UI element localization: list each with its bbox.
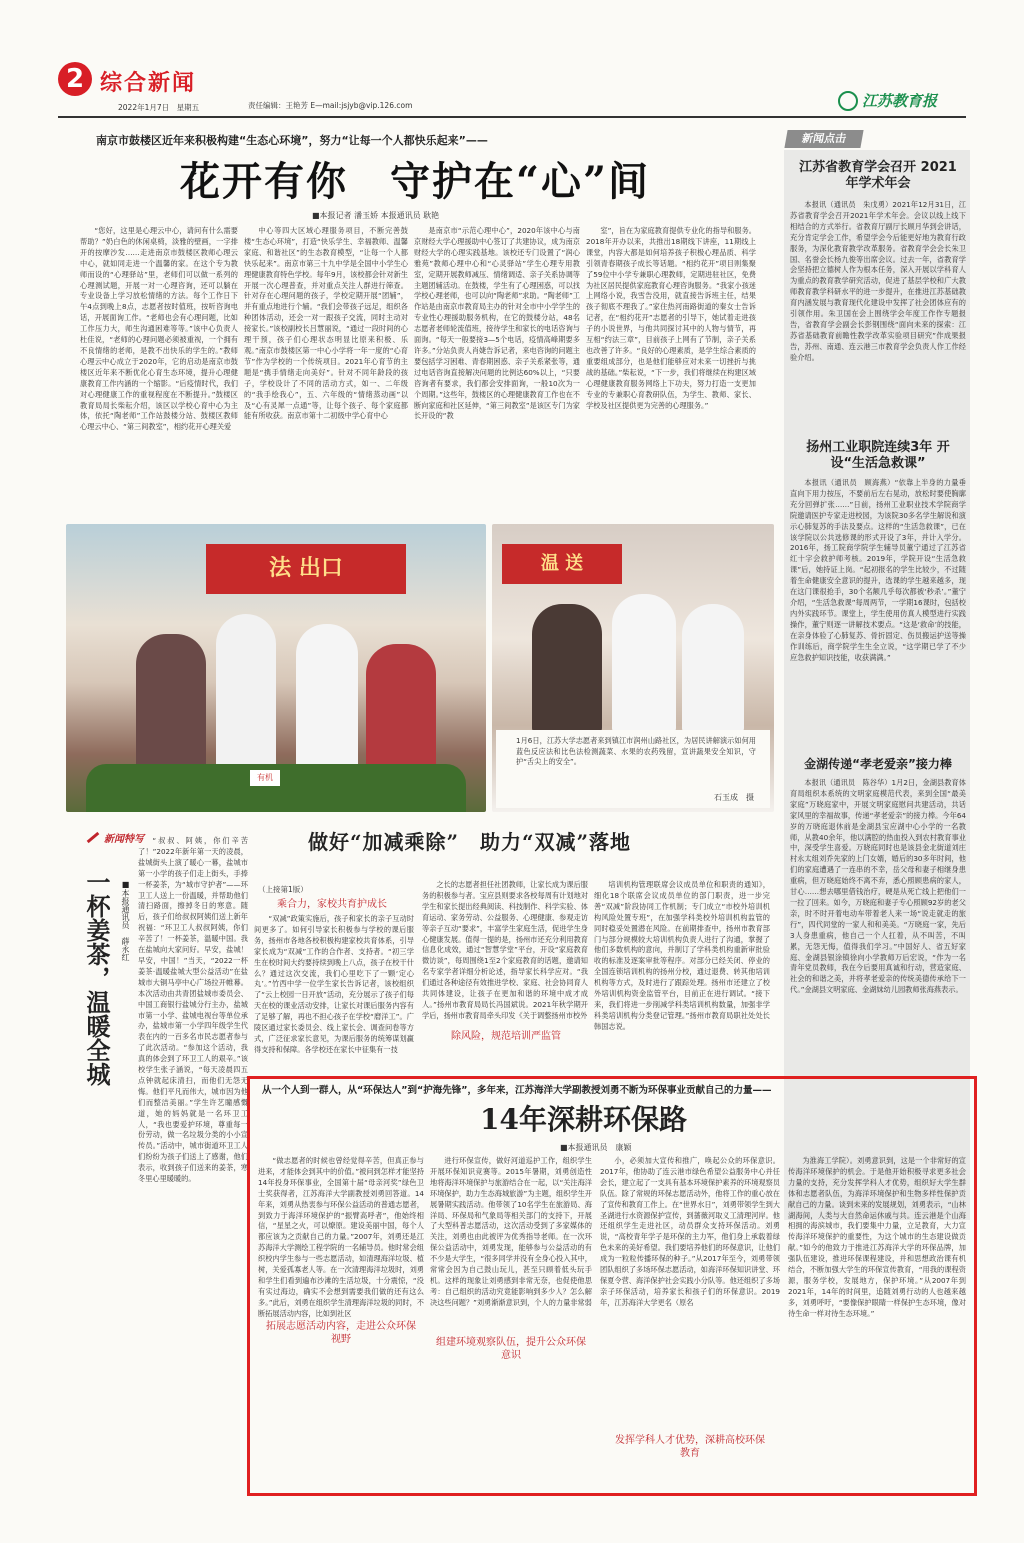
banner-right-text: 温 送	[540, 553, 584, 574]
photo-right	[492, 524, 774, 812]
paper-name: 江苏教育报	[862, 92, 938, 110]
np2-body	[790, 478, 966, 742]
lead-col-1-text: “您好，这里是心理云中心，请问有什么需要帮助？”奶白色的休闲桌椅，淡雅的壁画，一字排开的按摩沙发……走进南京市鼓楼区教师心理云中心，就如同走进一个温馨的家。在这个专为教师而设的“心理驿站”里，老师们可以做一系列的心理测试题，开展一对一心理咨询，还可以躺在专业设备上学习放松情绪的方法。每个工作日下午4点到晚上8点，志愿者按时值班，按听咨询电话，开展面询工作。“老师也会有心理问题，比如工作压力大，师生沟通困难等等。”该中心负责人杜佳说，“老师的心理问题必须被重视，一个拥有不良情绪的老师，是教不出快乐的学生的。”教师心理云中心成立于2020年，它的启动是南京市鼓楼区近年来不断优化心育生态环境，提升心理健康教育工作内涵的一个缩影。“后疫情时代，我们对心理健康工作的重视程度在不断提升。”鼓楼区教育局局长柴耘介绍，该区以学校心育中心为主体，依托“陶老师”工作站鼓楼分站、鼓楼区教师心理云中心、“第三间教室”，相约花开心理关爱	[80, 226, 238, 432]
feature-tag-text: 新闻特写	[104, 834, 144, 845]
dr-col-1-text: “双减”政策实施后，孩子和家长的亲子互动时间更多了。如何引导家长积极参与学校的课后服务，扬州市各地各校积极构建家校共育体系，引导家长成为“双减”工作的合作者、支持者。“初三学生在校时间大约要持续到晚上八点，孩子在校干什么？通过这次交流，我们心里吃下了一颗‘定心丸’。”竹西中学一位学生家长告诉记者，该校组织了“云上校园一日开放”活动，充分展示了孩子们每天在校的课业活动安排，让家长对课后服务内容有了足够了解，再也不担心孩子在学校“磨洋工”。广陵区通过家长委员会、线上家长会、调查问卷等方式，广泛征求家长意见，为课后服务的统筹谋划赢得支持和保障。各学校还在家长中征集有一技	[254, 914, 414, 1054]
np1-text: 本报讯（通讯员 朱戊勇）2021年12月31日，江苏省教育学会召开2021年学术年会。会议以线上线下相结合的方式举行。省教育厅副厅长顾月华到会讲话，充分肯定学会工作，希望学会今后能更好地为教育行政服务，为深化教育教学改革服务。省教育学会会长朱卫国、名誉会长杨九俊等出席会议。过去一年，省教育学会坚持把立德树人作为根本任务，深入开展以学科育人为重点的教育教学研究活动，促进了基层学校和广大教师教育教学科研水平的进一步提升，在推进江苏基础教育内涵发展与教育现代化建设中发挥了社会团体应有的引领作用。朱卫国在会上围绕学会年度工作作专题报告，省教育学会副会长彭钢围绕“面向未来的探索：江苏省基础教育前瞻性教学改革实验项目研究”作成果报告，苏州、南通、连云港三市教育学会负责人作工作经验介绍。	[790, 200, 966, 362]
lead-col-2	[244, 226, 408, 516]
caption-box	[496, 730, 770, 808]
header-rule	[58, 116, 966, 118]
lead-col-2-text: 中心等四大区域心理服务项目，不断完善鼓楼“生态心环境”，打造“快乐学生、幸福教师、温馨家庭、和谐社区”的生态教育模型，“让每一个人都快乐起来”。南京市第三十九中学是全国中小学生心理健康教育特色学校。每年9月，该校都会针对新生开展一次心理普查，并对重点关注人群进行筛查。针对存在心理问题的孩子，学校定期开展“团辅”，并有重点地进行个辅。“我们会带孩子远足，组织各种团体活动，还会一对一跟孩子交流，同时主动对接家长。”该校副校长吕慧丽说，“通过一段时间的心理干预，孩子们心理状态明显比原来积极、乐观。”南京市鼓楼区第一中心小学将一年一度的“心育节”作为学校的一个传统项目。2021年心育节的主题是“携手情绪走向美好”。针对不同年龄段的孩子，学校设计了不同的活动方式，如一、二年级的“我手绘我心”，五、六年级的“情绪蒸动画”以及“心有灵犀一点通”等，让每个孩子、每个家庭都能有所收获。南京市第十二初级中学心育中心	[244, 226, 408, 421]
vegetable-sign-text: 有机	[257, 773, 273, 782]
lead-col-3-text: 是南京市“示范心理中心”，2020年该中心与南京财经大学心理援助中心签订了共建协议，成为南京财经大学的心理实践基地。该校还专门设置了“润心雅苑”教师心理中心和“心灵驿站”学生心理专用教室，定期开展教师减压、情绪调适、亲子关系协调等主题团辅活动。在鼓楼，学生有了心理困惑，可以找学校心理老师，也可以向“陶老师”求助。“陶老师”工作站是由南京市教育局主办的针对全市中小学学生的专业性心理援助服务机构，在它的鼓楼分站，48名志愿者老师轮流值班，接待学生和家长的电话咨询与面询。“每天一般要接3—5个电话，疫情高峰期要多许多。”分站负责人肖婕告诉记者，来电咨询的问题主要包括学习困难、青春期困惑、亲子关系紧张等，通过电话咨询直接解决问题的比例达60%以上，“只要咨询者有要求，我们都会安排面询，一般10次为一个周期。”这些年，鼓楼区的心理健康教育工作也在不断向家庭和社区延伸，“第三间教室”是该区专门为家长开设的“教	[414, 226, 580, 421]
eco-byline: ■本报通讯员 康颖	[560, 1143, 632, 1152]
eco-col-2	[430, 1156, 592, 1488]
page-number: 2	[65, 64, 85, 94]
person-1	[136, 634, 206, 774]
dr-subhead-2: 除风险，规范培训严监管	[426, 1030, 586, 1043]
lead-col-4-text: 室”，旨在为家庭教育提供专业化的指导和服务。2018年开办以来，共推出18期线下讲座，11期线上课堂，内容大都是如何培养孩子积极心理品质、科学引领青春期孩子成长等话题。“相约花开”项目则集聚了59位中小学专兼职心理教师，定期进驻社区，免费为社区居民提供家庭教育心理咨询服务。“我家小孩迷上网络小说，我雪告没用，就直接告诉班主任，结果孩子彻底不理我了。”家住热河南路街道的秦女士告诉记者，在“相约花开”志愿者的引导下，她试着走进孩子的小说世界，与他共同探讨其中的人物与情节，再互相“约法三章”，目前孩子上网有了节制，亲子关系也改善了许多。“良好的心理素质，是学生综合素质的重要组成部分，也是他们能够应对未来一切挫折与挑战的基础。”柴耘说，“下一步，我们将继续在构建区域心理健康教育服务网络上下功夫，努力打造一支更加专业的专兼职心育教研队伍，为学生、教师、家长、学校及社区提供更为完善的心理服务。”	[586, 226, 756, 410]
eco-col-3-text: 小，必须加大宣传和推广，唤起公众的环保意识。2017年，他协助了连云港市绿色希望公益服务中心并任会长，建立起了一支具有基本环境保护素养的环境观察员队伍。除了常规的环保志愿活动外，他将工作的重心放在了宣传和教育工作上。在“世界水日”，刘勇带领学生到大圣湖进行水资源保护宣传，到蔷薇河取义工清理河岸。他还组织学生走进社区，动员群众支持环保活动。刘勇说，“高校青年学子是环保的主力军，他们身上承载着绿色未来的美好希望。我们要培养他们的环保意识，让他们成为一粒粒传播环保的种子。”从2017年至今，刘勇带领团队组织了多场环保志愿活动，如海洋环保知识讲堂、环保夏令营、海洋保护社会实践小分队等。他还组织了多场亲子环保活动，培养家长和孩子们的环保意识。2019年，江苏海洋大学更名（原名	[600, 1156, 780, 1307]
np2-title: 扬州工业职院连续3年 开设“生活急救课”	[806, 440, 950, 471]
feature-title-text: 一杯姜茶，温暖全城	[82, 870, 111, 1086]
person-6	[612, 594, 676, 734]
lead-col-3	[414, 226, 580, 516]
paper-logo	[838, 90, 937, 111]
person-4	[366, 644, 436, 774]
person-3	[296, 624, 358, 774]
np3-text: 本报讯（通讯员 陈谷华）1月2日，金湖县教育体育局组织本系统的文明家庭模范代表，来到全国“最美家庭”万晓庭家中，开展文明家庭慰问共建活动，共话家风里的幸福故事，传递“孝老爱亲”的接力棒。今年64岁的万晓庭退休前是金湖县宝应湖中心小学的一名教师，从教40余年，他以满腔的热血投入到农村教育事业中，深受学生喜爱。万晓庭同时也是该县金北街道刘庄村永太组刘乔先家的上门女婿，婚后的30多年时间，他们的家庭遭遇了一连串的不幸，岳父母和妻子相继身患重病，但万晓庭始终不离不弃，悉心照顾患病的家人，甘心……想去哪里借钱治疗，硬是从死亡线上把他们一一拉了回来。如今，万晓庭和妻子专心照顾92岁的老父亲，时不时开着电动车带着老人来一场“说走就走的旅行”，四代同堂的一家人和和美美。“万晓庭一家，先后3人身患重病，他自己一个人扛着，从不叫苦，不叫累，无怨无悔，值得我们学习。”中国好人、省五好家庭、金湖县银涂镇徐向小学教师万后宏说，“作为一名青年党员教师，我在今后要用真诚和行动，营造家庭、社会的和谐之美，并将孝老爱亲的传统美德传承给下一代。”金湖县文明家庭、金湖妹幼儿园教师张海燕表示。	[790, 778, 966, 995]
dr-col-2	[422, 880, 588, 1074]
person-7	[682, 604, 744, 734]
dr-col-3	[594, 880, 770, 1074]
dr-subhead-1: 乘合力，家校共育护成长	[277, 899, 387, 910]
eco-title: 14年深耕环保路	[480, 1103, 687, 1136]
eco-col-4-text: 为淮海工学院）。刘勇意识到，这是一个非常好的宣传海洋环境保护的机会。于是他开始积极寻求更多社会力量的支持，充分发挥学科人才优势，组织好大学生群体和志愿者队伍，为海洋环境保护和生物多样性保护贡献自己的力量。谈到未来的发展规划，刘勇表示，“山林湖海间，人类与大自然命运休戚与共。连云港是个山海相拥的海滨城市，我们要集中力量，立足教育，大力宣传海洋环境保护的重要性，为这个城市的生态建设做贡献。”如今的他致力于推进江苏海洋大学的环保品牌，加强队伍建设，推进环保课程建设，并和思想政治课有机结合，不断加强大学生的环保宣传教育，“用我的课程资源，服务学校，发展地方，保护环境。”从2007年到2021年，14年的时间里，追随刘勇行动的人也越来越多，刘勇呼吁，“要像保护眼睛一样保护生态环境，像对待生命一样对待生态环境。”	[788, 1156, 966, 1318]
eco-subhead-3: 发挥学科人才优势，深耕高校环保教育	[612, 1434, 768, 1460]
np2-text: 本报讯（通讯员 顾海燕）“依靠上半身的力量垂直向下用力按压，不要前后左右晃动，放松时要使胸廓充分回弹扩张……”日前，扬州工业职业技术学院商学院邀请医护专家走进校园，为该院30多名学生解说和演示心肺复苏的手法及要点。这样的“生活急救课”，已在该学院以公共选修课的形式开设了3年，并计入学分。2016年，扬工院商学院学生辅导员董宁通过了江苏省红十字会救护师考核。2019年，学院开设“生活急救课”后，她持证上岗。“起初报名的学生比较少，不过随着生命健康安全意识的提升，选课的学生越来越多，现在这门课很抢手，30个名额几乎每次都被‘秒杀’。”董宁介绍，“生活急救课”每周两节，一学期16课时，包括校内外实践环节。课堂上，学生使用仿真人模型进行实践操作，董宁则逐一讲解技术要点。“这是‘救命’的技能，在亲身体验了心肺复苏、骨折固定、伤员搬运护送等操作训练后，商学院学生生全立说，“这学期已学了不少应急救护知识技能，收获满满。”	[790, 478, 966, 662]
vegetable-sign	[250, 770, 280, 786]
banner-left	[206, 544, 406, 594]
person-2	[216, 614, 276, 774]
feature-byline-text: ■本报通讯员 薛永红	[121, 880, 130, 961]
eco-subhead-1: 拓展志愿活动内容，走进公众环保视野	[262, 1320, 420, 1346]
np3-title: 金湖传递“孝老爱亲”接力棒	[804, 757, 952, 771]
logo-icon	[838, 91, 858, 111]
np1-body	[790, 200, 966, 430]
eco-col-4	[788, 1156, 966, 1488]
eco-kicker: 从一个人到一群人，从“环保达人”到“护海先锋”，多年来，江苏海洋大学副教授刘勇不断为环保事业贡献自己的力量——	[262, 1085, 772, 1096]
section-title: 综合新闻	[100, 70, 197, 96]
lead-title: 花开有你 守护在“心”间	[180, 158, 651, 205]
lead-kicker: 南京市鼓楼区近年来积极构建“生态心环境”，努力“让每一个人都快乐起来”——	[96, 134, 488, 147]
editor-info: 责任编辑：王艳芳 E—mail:jsjyb@vip.126.com	[248, 101, 413, 110]
photo-left	[66, 524, 486, 812]
news-points-tag	[784, 130, 863, 148]
eco-col-2-text: 进行环保宣传，做好河道巡护工作，组织学生开展环保知识竞赛等。2015年暑期，刘勇创造性地将海洋环境保护与旅游结合在一起，以“关注海洋环境保护，助力生态海城旅游”为主题，组织学生开展暑期实践活动。他带领了10名学生在旅游局、海洋局、环保局和气象局等相关部门的支持下，开展了大型科普志愿活动，这次活动受到了多家媒体的关注，刘勇也由此被评为优秀指导老师。在一次环保公益活动中，刘勇发现，能够参与公益活动的有不少是大学生，“很多同学并没有全身心投入其中，常常会因为自己鼓山玩儿，甚至只顾着低头玩手机。这样的现象让刘勇感到非常无奈，也促使他思考：自己组织的活动究竟能影响到多少人？怎么解决这些问题？”刘勇渐渐意识到，个人的力量非常弱	[430, 1156, 592, 1307]
banner-right	[502, 544, 622, 584]
person-5	[532, 604, 602, 734]
lead-col-4	[586, 226, 756, 516]
dr-continued: （上接第1版）	[258, 885, 308, 894]
eco-subhead-2: 组建环境观察队伍，提升公众环保意识	[436, 1337, 586, 1361]
feature-text: “叔叔、阿姨，你们辛苦了！”2022年新年第一天的凌晨，盐城街头上演了暖心一幕，盐城市第一小学的孩子们走上街头，手捧一杯姜茶，为“城市守护者”——环卫工人送上一份温暖，并帮助他们清扫路面，擦掉冬日的寒意。随后，孩子们给叔叔阿姨们送上新年祝福：“环卫工人叔叔阿姨，你们辛苦了！一杯姜茶，温暖中国。我在盐城向大家问好。早安，盐城！早安，中国！”当天，“2022一杯姜茶·温暖盐城大型公益活动”在盐城市大铜马亭中心广场拉开帷幕。本次活动由共青团盐城市委员会、中国工商银行盐城分行主办，盐城市第一小学、盐城电视台等单位承办，盐城市第一小学四年级学生代表在内的一百多名市民志愿者参与了此次活动。“参加这个活动，我真的体会到了环卫工人的艰辛。”该校学生张子涵说，“每天凌晨四五点钟就起床清扫，而他们无怨无悔。他们平凡而伟大，城市因为他们而整洁美丽。”学生许艺瞳感慨道，她的妈妈就是一名环卫工人，“我也要爱护环境，尊重每一份劳动，做一名垃圾分类的小小宣传员。”活动中，城市街道环卫工人们纷纷为孩子们送上了感谢，他们表示，收到孩子们送来的姜茶，寒冬里心里暖暖的。	[138, 836, 248, 1184]
issue-date: 2022年1月7日 星期五	[118, 103, 200, 112]
dr-col-2-text: 之长的志愿者担任社团教师，让家长成为课后服务的积极参与者。宝应县则要求各校每周有计划地对学生和家长提出经典阅读、科技制作、科学实验、体育运动、家务劳动、公益服务、心理健康、参观走访等亲子互动“要求”，丰富学生家庭生活，促进学生身心健康发展。值得一提的是，扬州市还充分利用教育信息化成效，通过“智慧学堂”平台，开设“家庭教育微访谈”，每周围绕1至2个家庭教育的话题，邀请知名专家学者详细分析论述，指导家长科学应对。“我们通过各种途径有效推进学校、家庭、社会协同育人共同体建设，让孩子在更加和谐的环境中成才成人。”扬州市教育局局长冯国斌说。2021年秋学期开学后，扬州市教育局牵头印发《关于调整扬州市校外	[422, 880, 588, 1020]
banner-left-text: 法 出口	[269, 556, 343, 581]
double-reduction-title: 做好“加减乘除” 助力“双减”落地	[308, 830, 632, 854]
lead-byline: ■本报记者 潘玉娇 本报通讯员 耿艳	[312, 211, 440, 220]
dr-col-1	[254, 914, 414, 1074]
photo-credit: 石玉成 摄	[714, 793, 754, 802]
eco-col-1-text: “做志愿者的时候也曾经觉得辛苦，但真正参与进来，才能体会到其中的价值。”被问到怎样才能坚持14年投身环保事业，全国第十届“母亲河奖”绿色卫士奖获得者，江苏海洋大学副教授刘勇回答道。14年来，刘勇从热衷参与环保公益活动的普通志愿者，到致力于海洋环境保护的“振臂高呼者”，他始终相信，“星星之火，可以燎原。建设美丽中国，每个人都应该为之贡献自己的力量。”2007年，刘勇还是江苏海洋大学测绘工程学院的一名辅导员。他时常会组织校内学生参与一些志愿活动，如清理海洋垃圾、植树，关爱孤寡老人等。在一次清理海洋垃圾时，刘勇和学生们看到遍布沙滩的生活垃圾，十分震惊，“没有实过海边，确实不会想到需要我们做的还有这么多。”此后，刘勇在组织学生清理海洋垃圾的同时，不断拓展活动内容，比如到社区	[258, 1156, 424, 1318]
news-points-tag-text: 新闻点击	[800, 132, 848, 145]
dr-col-3-text: 培训机构管理联席会议成员单位和职责的通知》，细化18个联席会议成员单位的部门职责，进一步完善“双减”阶段协同工作机制；专门成立“市校外培训机构风险处置专班”，在加强学科类校外培训机构监管的同时稳妥处置潜在风险。在前期排查中，扬州市教育部门与部分规模较大培训机构负责人进行了沟通，掌握了他们多数机构的意向，并制订了学科类机构重新审批验收的标准及逐案审批等程序。对部分已经关闭、停业的全国连锁培训机构的扬州分校，通过退费、转其他培训机构等方式，及时进行了跟踪处理。扬州市还建立了校外培训机构资金监管平台，目前正在进行调试。“接下来，我们将进一步削减学科类培训机构数量，加强非学科类培训机构分类登记管理。”扬州市教育局职社处处长韩国志说。	[594, 880, 770, 1031]
np1-title: 江苏省教育学会召开 2021年学术年会	[799, 160, 957, 191]
photo-caption: 1月6日，江苏大学志愿者来到镇江市润州山路社区，为居民讲解演示如何用蓝色反应法和比色法检测蔬菜、水果的农药残留，宣讲蔬果安全知识，守护“舌尖上的安全”。	[516, 736, 756, 766]
feature-body	[84, 836, 248, 1496]
lead-col-1	[80, 226, 238, 516]
page-number-badge	[58, 62, 92, 96]
